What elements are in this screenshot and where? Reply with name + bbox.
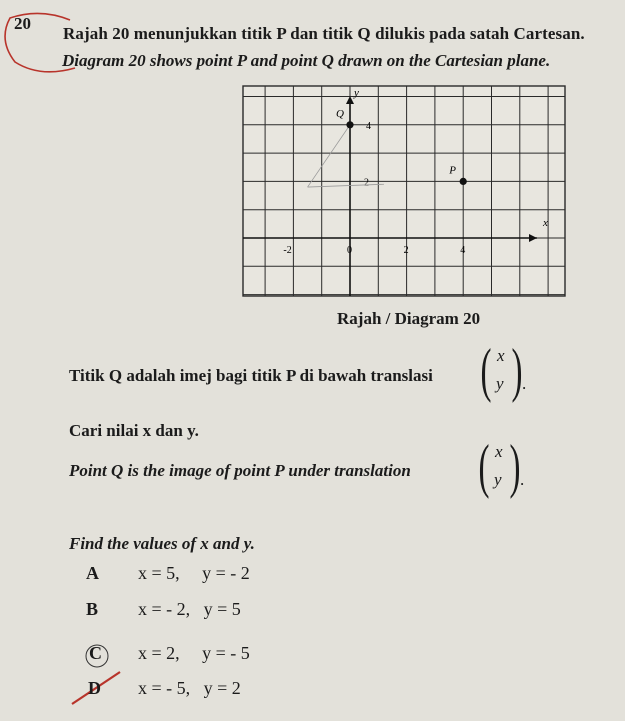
- question-number: 20: [14, 14, 31, 33]
- vector-y: y: [494, 470, 502, 489]
- translation-vector-malay: [472, 337, 532, 403]
- option-letter: B: [86, 599, 99, 619]
- vector-x: x: [497, 346, 505, 365]
- option-letter: C: [89, 643, 102, 663]
- translation-vector-english: [470, 433, 530, 499]
- x-tick-label: 0: [347, 245, 352, 256]
- point-label-q: Q: [336, 107, 344, 120]
- option-letter: D: [88, 678, 101, 698]
- stem-english: Point Q is the image of point P under translation: [69, 461, 411, 480]
- right-paren: ): [509, 433, 521, 499]
- question-text-english: Diagram 20 shows point P and point Q drawn on the Cartesian plane.: [62, 51, 551, 70]
- point-label-p: P: [449, 164, 456, 177]
- left-paren: (: [480, 337, 492, 403]
- ask-malay: Cari nilai x dan y.: [69, 421, 199, 440]
- question-text-malay: Rajah 20 menunjukkan titik P dan titik Q dilukis pada satah Cartesan.: [63, 24, 585, 43]
- grid-border: [243, 86, 565, 296]
- vector-y: y: [496, 374, 504, 393]
- ask-english: Find the values of x and y.: [69, 534, 255, 553]
- y-axis-label: y: [354, 87, 359, 99]
- grid: [243, 86, 565, 296]
- x-axis-label: x: [543, 217, 548, 229]
- option-letter: A: [86, 563, 99, 583]
- option-text: x = 5, y = - 2: [138, 563, 250, 583]
- option-text: x = 2, y = - 5: [138, 643, 250, 663]
- y-tick-label: 4: [366, 120, 371, 132]
- x-tick-label: -2: [283, 245, 292, 256]
- vector-period: .: [520, 470, 525, 489]
- left-paren: (: [478, 433, 490, 499]
- y-tick-label: 2: [364, 177, 369, 189]
- vector-period: .: [522, 374, 527, 393]
- x-tick-label: 2: [403, 245, 409, 256]
- option-text: x = - 2, y = 5: [138, 599, 241, 619]
- x-tick-label: 4: [460, 245, 466, 256]
- vector-x: x: [495, 442, 503, 461]
- right-paren: ): [511, 337, 523, 403]
- point-q: [346, 121, 353, 128]
- stem-malay: Titik Q adalah imej bagi titik P di bawah translasi: [69, 366, 433, 385]
- diagram-caption: Rajah / Diagram 20: [337, 309, 481, 328]
- point-p: [460, 178, 467, 185]
- option-text: x = - 5, y = 2: [138, 678, 241, 698]
